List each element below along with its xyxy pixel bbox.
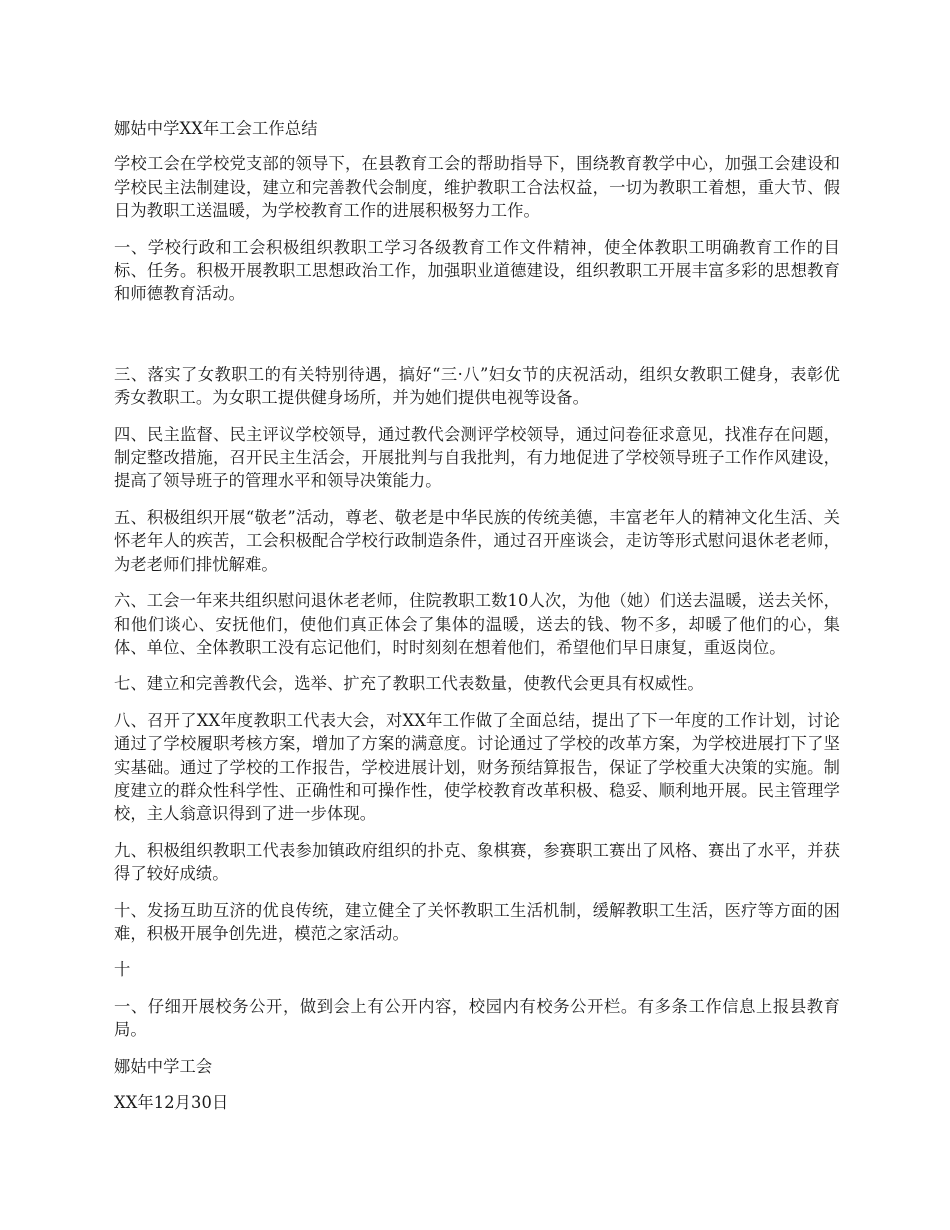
- item-paragraph-1: 一、学校行政和工会积极组织教职工学习各级教育工作文件精神，使全体教职工明确教育工作的目标、任务。积极开展教职工思想政治工作，加强职业道德建设，组织教职工开展丰富多彩的思想教育和师德教育活动。: [114, 237, 840, 304]
- item-paragraph-8: 八、召开了XX年度教职工代表大会，对XX年工作做了全面总结，提出了下一年度的工作计划，讨论通过了学校履职考核方案，增加了方案的满意度。讨论通过了学校的改革方案，为学校进展打下了坚实基础。通过了学校的工作报告，学校进展计划，财务预结算报告，保证了学校重大决策的实施。制度建立的群众性科学性、正确性和可操作性，使学校教育改革积极、稳妥、顺利地开展。民主管理学校，主人翁意识得到了进一步体现。: [114, 710, 840, 824]
- document-date: XX年12月30日: [114, 1093, 229, 1112]
- item-paragraph-11: 一、仔细开展校务公开，做到会上有公开内容，校园内有校务公开栏。有多条工作信息上报县教育局。: [114, 996, 840, 1040]
- item-paragraph-3: 三、落实了女教职工的有关特别待遇，搞好“三·八”妇女节的庆祝活动，组织女教职工健身，表彰优秀女教职工。为女职工提供健身场所，并为她们提供电视等设备。: [114, 364, 840, 408]
- item-paragraph-5: 五、积极组织开展“敬老”活动，尊老、敬老是中华民族的传统美德，丰富老年人的精神文化生活、关怀老年人的疾苦，工会积极配合学校行政制造条件，通过召开座谈会，走访等形式慰问退休老老师，为老老师们排忧解难。: [114, 507, 840, 574]
- item-paragraph-10-fragment: 十: [114, 960, 131, 980]
- intro-paragraph: 学校工会在学校党支部的领导下，在县教育工会的帮助指导下，围绕教育教学中心，加强工会建设和学校民主法制建设，建立和完善教代会制度，维护教职工合法权益，一切为教职工着想，重大节、假日为教职工送温暖，为学校教育工作的进展积极努力工作。: [114, 154, 840, 221]
- document-page: [114, 117, 840, 1127]
- item-paragraph-7: 七、建立和完善教代会，选举、扩充了教职工代表数量，使教代会更具有权威性。: [114, 674, 704, 694]
- signature: 娜姑中学工会: [114, 1056, 213, 1076]
- item-paragraph-4: 四、民主监督、民主评议学校领导，通过教代会测评学校领导，通过问卷征求意见，找准存在问题，制定整改措施，召开民主生活会，开展批判与自我批判，有力地促进了学校领导班子工作作风建设，提高了领导班子的管理水平和领导决策能力。: [114, 424, 840, 491]
- item-paragraph-10: 十、发扬互助互济的优良传统，建立健全了关怀教职工生活机制，缓解教职工生活，医疗等方面的困难，积极开展争创先进，模范之家活动。: [114, 900, 840, 943]
- item-paragraph-9: 九、积极组织教职工代表参加镇政府组织的扑克、象棋赛，参赛职工赛出了风格、赛出了水平，并获得了较好成绩。: [114, 840, 840, 884]
- item-paragraph-6: 六、工会一年来共组织慰问退休老老师，住院教职工数10人次，为他（她）们送去温暖，送去关怀，和他们谈心、安抚他们，使他们真正体会了集体的温暖，送去的钱、物不多，却暖了他们的心，集体、单位、全体教职工没有忘记他们，时时刻刻在想着他们，希望他们早日康复，重返岗位。: [114, 591, 840, 657]
- document-title: 娜姑中学XX年工会工作总结: [114, 119, 318, 138]
- blank-gap: [114, 319, 840, 363]
